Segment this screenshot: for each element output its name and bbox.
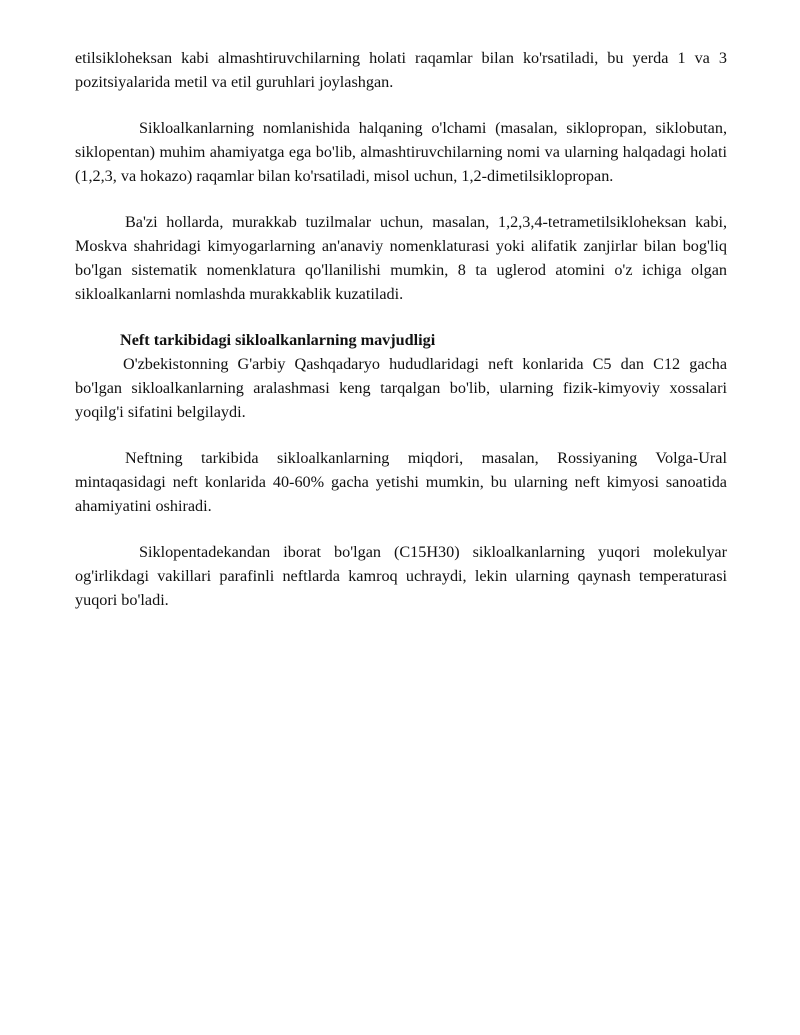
section-paragraph-2: Neftning tarkibida sikloalkanlarning miqdori, masalan, Rossiyaning Volga-Ural mintaqasidagi neft konlarida 40-60% gacha yetishi mumkin, bu ularning neft kimyosi sanoatida ahamiyatini oshiradi. — [75, 449, 727, 515]
document-body — [75, 46, 727, 634]
section-paragraph-1: O'zbekistonning G'arbiy Qashqadaryo hududlaridagi neft konlarida C5 dan C12 gacha bo'lgan sikloalkanlarning aralashmasi keng tarqalgan bo'lib, ularning fizik-kimyoviy xossalari yoqilg'i sifatini belgilaydi. — [75, 355, 727, 421]
section-heading: Neft tarkibidagi sikloalkanlarning mavjudligi — [120, 331, 436, 349]
paragraph-2: Sikloalkanlarning nomlanishida halqaning o'lchami (masalan, siklopropan, siklobutan, siklopentan) muhim ahamiyatga ega bo'lib, almashtiruvchilarning nomi va ularning halqadagi holati (1,2,3, va hokazo) raqamlar bilan ko'rsatiladi, misol uchun, 1,2-dimetilsiklopropan. — [75, 119, 727, 185]
paragraph-1: etilsikloheksan kabi almashtiruvchilarning holati raqamlar bilan ko'rsatiladi, bu yerda 1 va 3 pozitsiyalarida metil va etil guruhlari joylashgan. — [75, 49, 727, 91]
paragraph-3: Ba'zi hollarda, murakkab tuzilmalar uchun, masalan, 1,2,3,4-tetrametilsikloheksan kabi, Moskva shahridagi kimyogarlarning an'anaviy nomenklaturasi yoki alifatik zanjirlar bilan bog'liq bo'lgan sistematik nomenklatura qo'llanilishi mumkin, 8 ta uglerod atomini o'z ichiga olgan sikloalkanlarni nomlashda murakkablik kuzatiladi. — [75, 213, 727, 303]
section-paragraph-3: Siklopentadekandan iborat bo'lgan (C15H30) sikloalkanlarning yuqori molekulyar og'irlikdagi vakillari parafinli neftlarda kamroq uchraydi, lekin ularning qaynash temperaturasi yuqori bo'ladi. — [75, 543, 727, 609]
